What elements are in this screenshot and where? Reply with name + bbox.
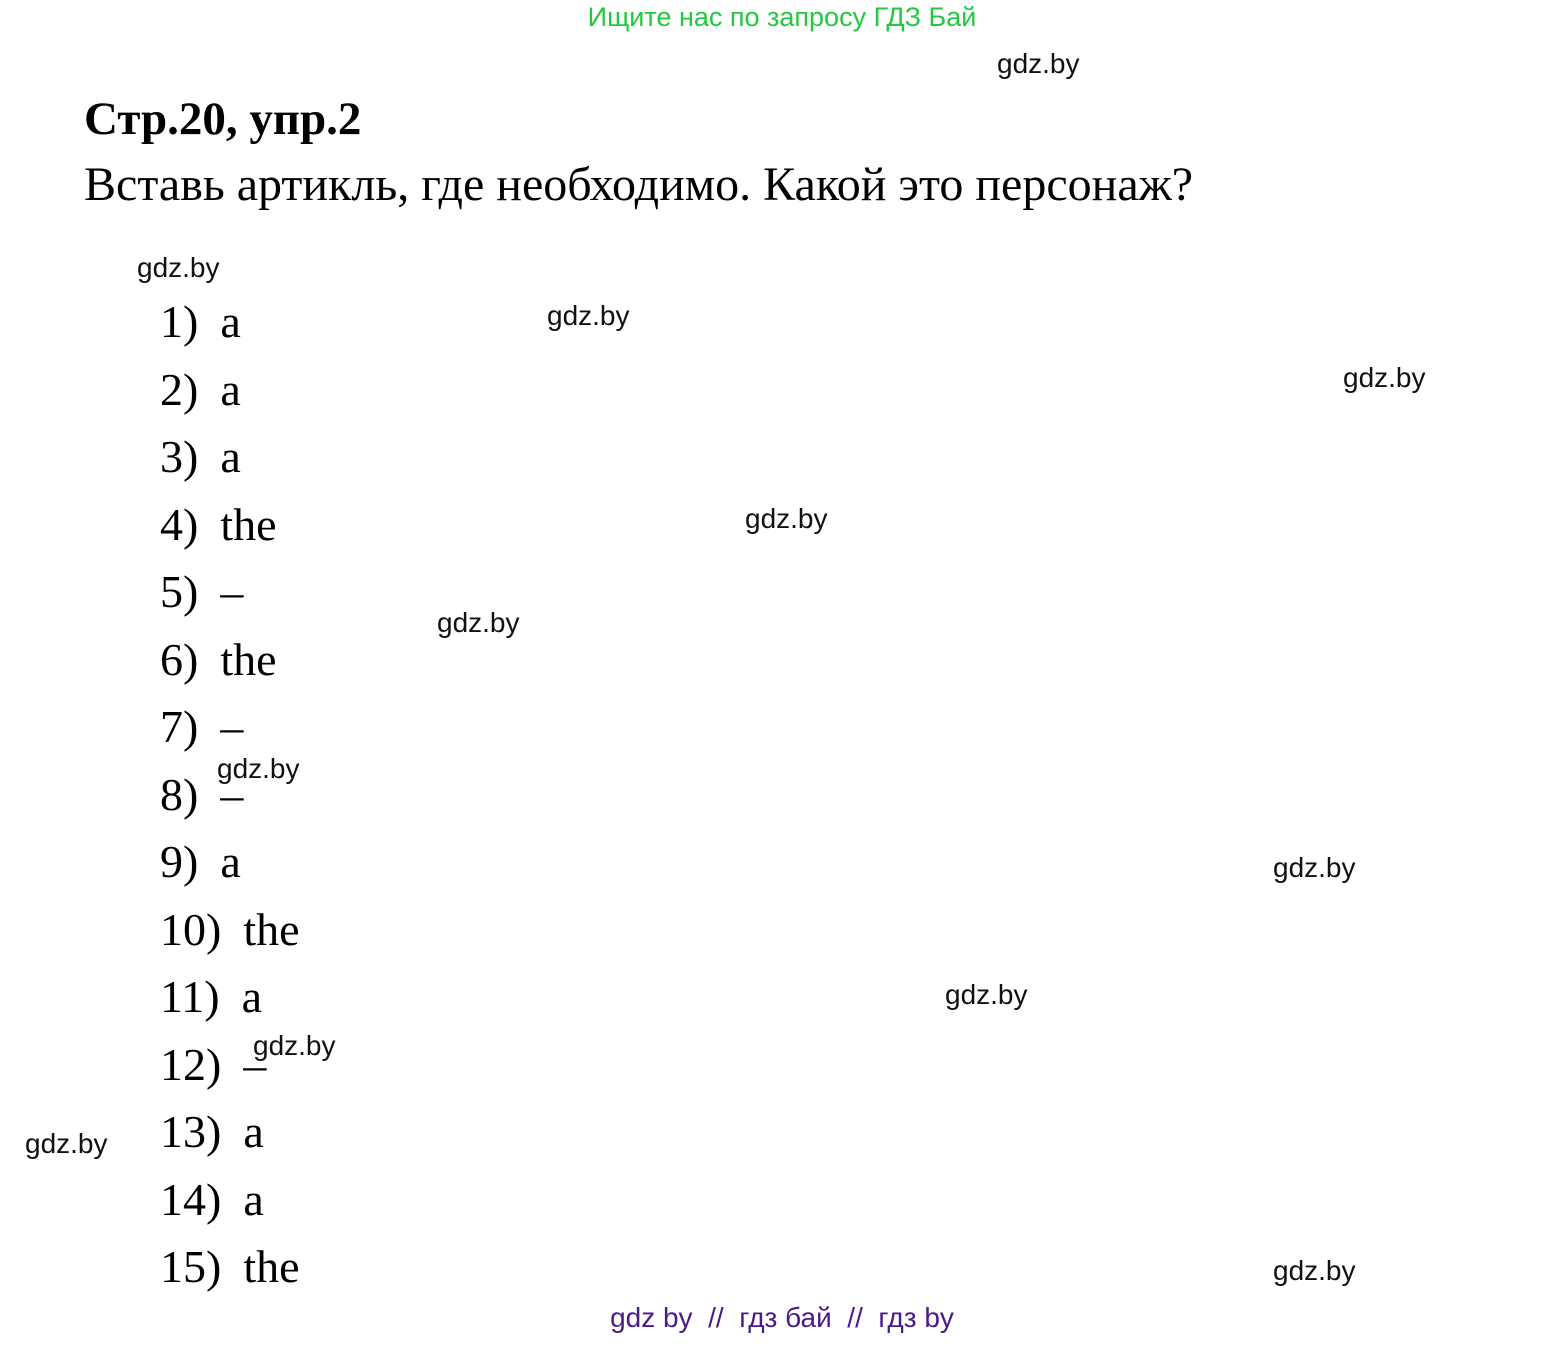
gdzby-watermark: gdz.by [253, 1030, 336, 1061]
list-item [160, 693, 300, 761]
list-item [160, 288, 300, 356]
list-item [160, 626, 300, 694]
gdzby-watermark: gdz.by [217, 753, 300, 784]
item-number: 2) [160, 363, 199, 415]
item-number: 8) [160, 768, 199, 820]
list-item [160, 896, 300, 964]
item-answer: – [220, 768, 244, 820]
item-answer: the [243, 903, 300, 955]
item-number: 7) [160, 701, 199, 753]
list-item [160, 1031, 300, 1099]
item-number: 14) [160, 1173, 222, 1225]
item-answer: a [241, 971, 263, 1023]
item-number: 12) [160, 1038, 222, 1090]
answers-list [160, 288, 300, 1301]
item-answer: a [220, 431, 241, 483]
list-item [160, 423, 300, 491]
footer-keywords: gdz by // гдз бай // гдз by [610, 1302, 954, 1333]
gdzby-watermark: gdz.by [745, 503, 828, 534]
item-answer: a [220, 296, 241, 348]
promo-banner-text: Ищите нас по запросу ГДЗ Бай [587, 2, 977, 32]
item-answer: – [220, 701, 244, 753]
gdzby-watermark: gdz.by [137, 252, 220, 283]
item-number: 11) [160, 971, 220, 1023]
item-answer: the [220, 498, 277, 550]
item-answer: a [243, 1106, 264, 1158]
item-number: 13) [160, 1106, 222, 1158]
list-item [160, 963, 300, 1031]
gdzby-watermark: gdz.by [1273, 1255, 1356, 1286]
item-number: 15) [160, 1241, 222, 1293]
list-item [160, 1166, 300, 1234]
list-item [160, 558, 300, 626]
gdzby-watermark: gdz.by [25, 1128, 108, 1159]
gdzby-watermark: gdz.by [997, 48, 1080, 79]
item-answer: a [243, 1173, 264, 1225]
item-answer: the [243, 1241, 300, 1293]
item-number: 4) [160, 498, 199, 550]
list-item [160, 1098, 300, 1166]
item-number: 10) [160, 903, 222, 955]
list-item [160, 356, 300, 424]
list-item [160, 1233, 300, 1301]
list-item [160, 491, 300, 559]
item-answer: – [243, 1038, 267, 1090]
item-answer: a [220, 363, 241, 415]
item-number: 6) [160, 633, 199, 685]
item-number: 9) [160, 836, 199, 888]
gdzby-watermark: gdz.by [1273, 852, 1356, 883]
item-answer: a [220, 836, 241, 888]
task-text: Вставь артикль, где необходимо. Какой это персонаж? [84, 157, 1194, 211]
item-answer: – [220, 566, 244, 618]
list-item [160, 761, 300, 829]
page-title: Стр.20, упр.2 [84, 93, 362, 145]
exercise-heading [84, 94, 1193, 212]
list-item [160, 828, 300, 896]
item-answer: the [220, 633, 277, 685]
item-number: 1) [160, 296, 199, 348]
gdzby-watermark: gdz.by [547, 300, 630, 331]
gdzby-watermark: gdz.by [437, 607, 520, 638]
gdzby-watermark: gdz.by [945, 979, 1028, 1010]
gdzby-watermark: gdz.by [1343, 362, 1426, 393]
item-number: 3) [160, 431, 199, 483]
item-number: 5) [160, 566, 199, 618]
